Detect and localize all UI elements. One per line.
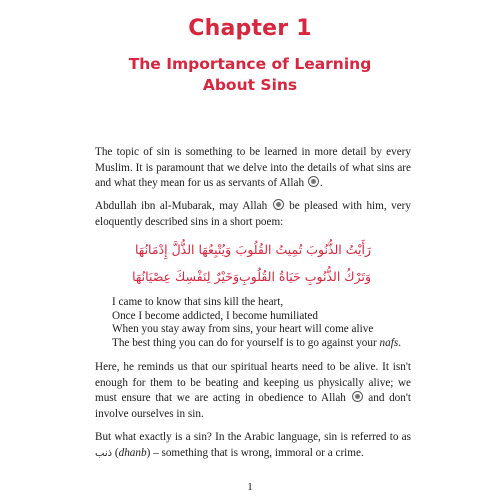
paragraph-definition-end: – something that is wrong, immoral or a crime. (150, 446, 364, 459)
poem-translation (112, 296, 432, 350)
arabic-verse-2-first-half: وَتَرْكُ الذُّنُوبِ حَيَاةُ القُلُوبِ (238, 269, 371, 284)
honorific-glyph-icon (352, 391, 363, 402)
paragraph-poem-intro-end: be pleased with him, very eloquently described sins in a short poem: (95, 200, 411, 228)
paragraph-spiritual-hearts-end: and don't involve ourselves in sin. (95, 392, 411, 420)
chapter-title (0, 54, 500, 96)
arabic-verse-1-first-half: رَأَيْتُ الذُّنُوبَ تُمِيتُ القُلُوبَ (235, 242, 371, 257)
arabic-verse-1-second-half: وَيُتْبِعُهَا الذُّلَّ إِدْمَانُهَا (135, 242, 232, 257)
honorific-glyph-icon (308, 176, 319, 187)
paragraph-intro-text: The topic of sin is something to be learned in more detail by every Muslim. It is paramount that we delve into the details of what sins are and what they mean for us as servants of Allah (95, 146, 411, 189)
arabic-verse-2-second-half: وَخَيْرٌ لِنَفْسِكَ عِصْيَانُهَا (132, 269, 239, 284)
term-dhanb: dhanb (118, 446, 147, 459)
poem-line-4 (112, 337, 432, 351)
paragraph-definition: But what exactly is a sin? In the Arabic language, sin is referred to as ذنب (dhanb) – something that is wrong, immoral or a crime. (95, 431, 411, 459)
poem-line-4-text: The best thing you can do for yourself is to go against your (112, 336, 380, 349)
paragraph-intro-end: . (319, 177, 323, 189)
poem-line-3: When you stay away from sins, your heart will come alive (112, 323, 374, 336)
poem-term-nafs: nafs (379, 336, 399, 349)
chapter-title-line-2: About Sins (202, 76, 298, 94)
page-number: 1 (247, 481, 253, 493)
arabic-word-dhanb: ذنب (95, 447, 113, 459)
poem-line-2: Once I become addicted, I become humiliated (112, 309, 318, 322)
poem-line-4-end: . (398, 336, 401, 349)
arabic-verse-2 (132, 263, 371, 290)
paragraph-spiritual-hearts-text: Here, he reminds us that our spiritual hearts need to be alive. It isn't enough for them to be beating and keeping us physically alive; we must ensure that we are acting in obedience to Allah (95, 361, 411, 404)
paragraph-definition-text: But what exactly is a sin? In the Arabic language, sin is referred to as (95, 431, 411, 443)
honorific-glyph-icon (273, 199, 284, 210)
arabic-verse-1 (135, 236, 371, 263)
chapter-title-line-1: The Importance of Learning (128, 55, 372, 73)
poem-line-1: I came to know that sins kill the heart, (112, 296, 284, 308)
paragraph-poem-intro-text: Abdullah ibn al-Mubarak, may Allah (95, 200, 272, 212)
paragraph-poem-intro (95, 199, 411, 230)
chapter-label: Chapter 1 (188, 16, 312, 41)
arabic-poem (132, 236, 371, 290)
paragraph-spiritual-hearts (95, 360, 411, 422)
paragraph-intro (95, 145, 411, 192)
